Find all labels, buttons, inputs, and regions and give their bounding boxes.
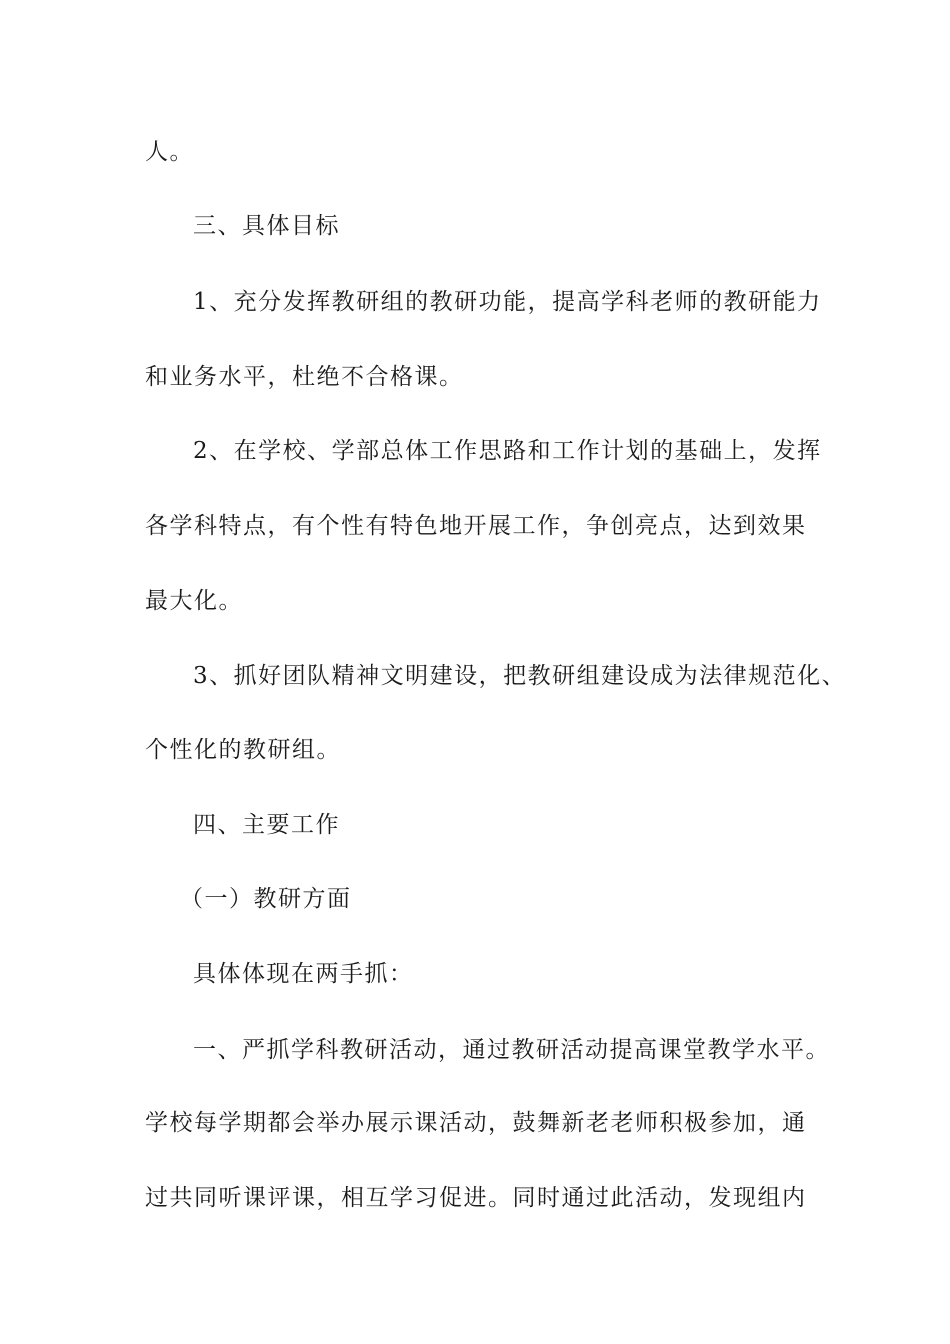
section-heading: 四、主要工作: [193, 812, 340, 838]
paragraph-line: 人。: [145, 139, 194, 165]
paragraph-line: 个性化的教研组。: [145, 737, 341, 763]
paragraph-line: 最大化。: [145, 588, 243, 614]
subsection-heading: （一）教研方面: [180, 886, 352, 912]
paragraph-line: 1、充分发挥教研组的教研功能，提高学科老师的教研能力: [193, 289, 822, 315]
section-heading: 三、具体目标: [193, 213, 340, 239]
paragraph-line: 和业务水平，杜绝不合格课。: [145, 364, 464, 390]
paragraph-line: 3、抓好团队精神文明建设，把教研组建设成为法律规范化、: [193, 663, 847, 689]
paragraph-line: 一、严抓学科教研活动，通过教研活动提高课堂教学水平。: [193, 1037, 830, 1063]
paragraph-line: 各学科特点，有个性有特色地开展工作，争创亮点，达到效果: [145, 513, 807, 539]
paragraph-line: 具体体现在两手抓：: [193, 961, 414, 987]
paragraph-line: 学校每学期都会举办展示课活动，鼓舞新老老师积极参加，通: [145, 1110, 807, 1136]
paragraph-line: 2、在学校、学部总体工作思路和工作计划的基础上，发挥: [193, 438, 822, 464]
paragraph-line: 过共同听课评课，相互学习促进。同时通过此活动，发现组内: [145, 1185, 807, 1211]
